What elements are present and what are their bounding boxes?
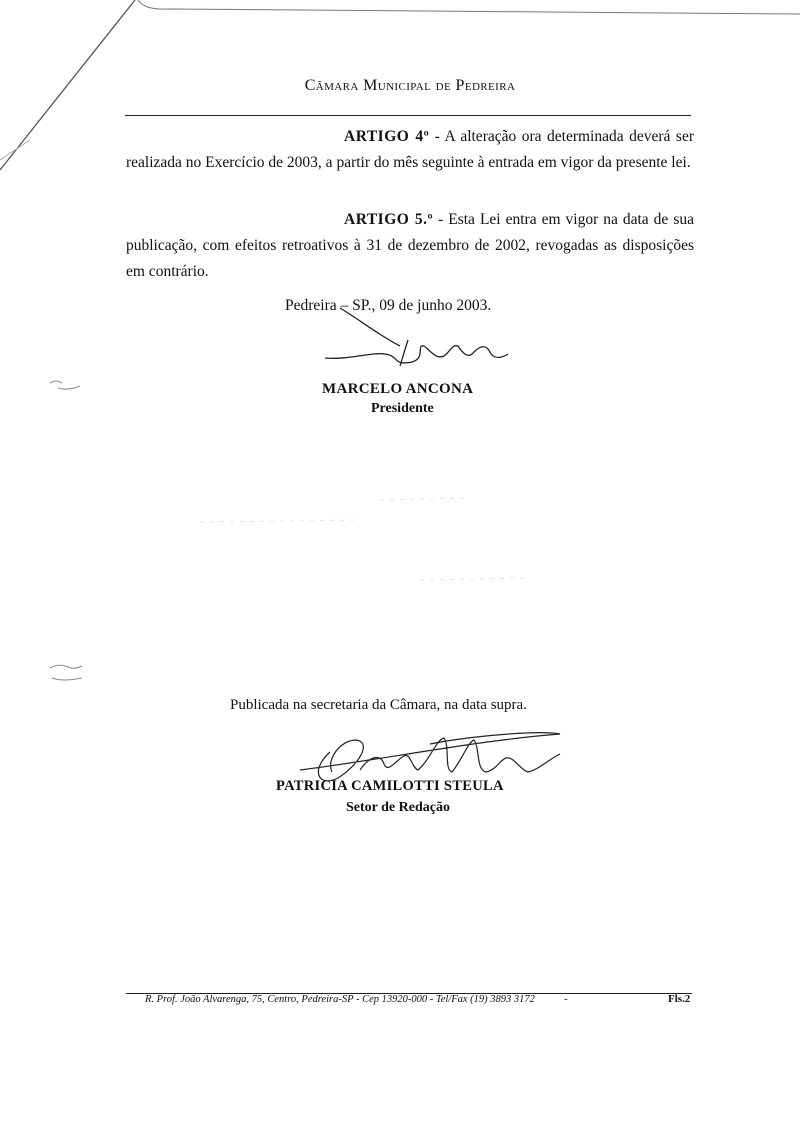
punch-mark bbox=[50, 381, 80, 389]
signature-marcelo bbox=[325, 308, 508, 366]
signatory-1-name: MARCELO ANCONA bbox=[322, 381, 474, 397]
bleed-through bbox=[200, 498, 530, 580]
signatory-1-role: Presidente bbox=[371, 401, 434, 416]
article-4-text: A alteração ora determinada deverá ser realizada no Exercício de 2003, a partir do mês seguinte à entrada em vigor da presente lei. bbox=[126, 128, 694, 171]
article-5 bbox=[126, 207, 694, 285]
page-edge-line-top bbox=[138, 0, 800, 14]
article-4-label: ARTIGO 4º bbox=[344, 128, 430, 145]
header-divider bbox=[125, 115, 691, 116]
publication-note: Publicada na secretaria da Câmara, na data supra. bbox=[230, 697, 527, 713]
footer-address-text: R. Prof. João Alvarenga, 75, Centro, Pedreira-SP - Cep 13920-000 - Tel/Fax (19) 3893 3172 bbox=[145, 994, 535, 1005]
footer-dash: - bbox=[564, 994, 568, 1005]
article-5-text: Esta Lei entra em vigor na data de sua publicação, com efeitos retroativos à 31 de dezembro de 2002, revogadas as disposições em contrário. bbox=[126, 211, 694, 280]
article-5-separator: - bbox=[433, 211, 449, 228]
page-edge-fold bbox=[0, 140, 30, 160]
page-number: Fls.2 bbox=[668, 993, 691, 1005]
punch-mark bbox=[50, 665, 82, 680]
footer-address bbox=[145, 994, 568, 1005]
article-4-separator: - bbox=[429, 128, 445, 145]
signature-patricia bbox=[300, 733, 560, 781]
signatory-2-role: Setor de Redação bbox=[346, 800, 450, 815]
article-4 bbox=[126, 124, 694, 176]
place-date: Pedreira – SP., 09 de junho 2003. bbox=[285, 297, 492, 314]
article-5-label: ARTIGO 5.º bbox=[344, 211, 434, 228]
signatory-2-name: PATRICIA CAMILOTTI STEULA bbox=[276, 778, 504, 794]
page-title: Câmara Municipal de Pedreira bbox=[304, 77, 516, 94]
